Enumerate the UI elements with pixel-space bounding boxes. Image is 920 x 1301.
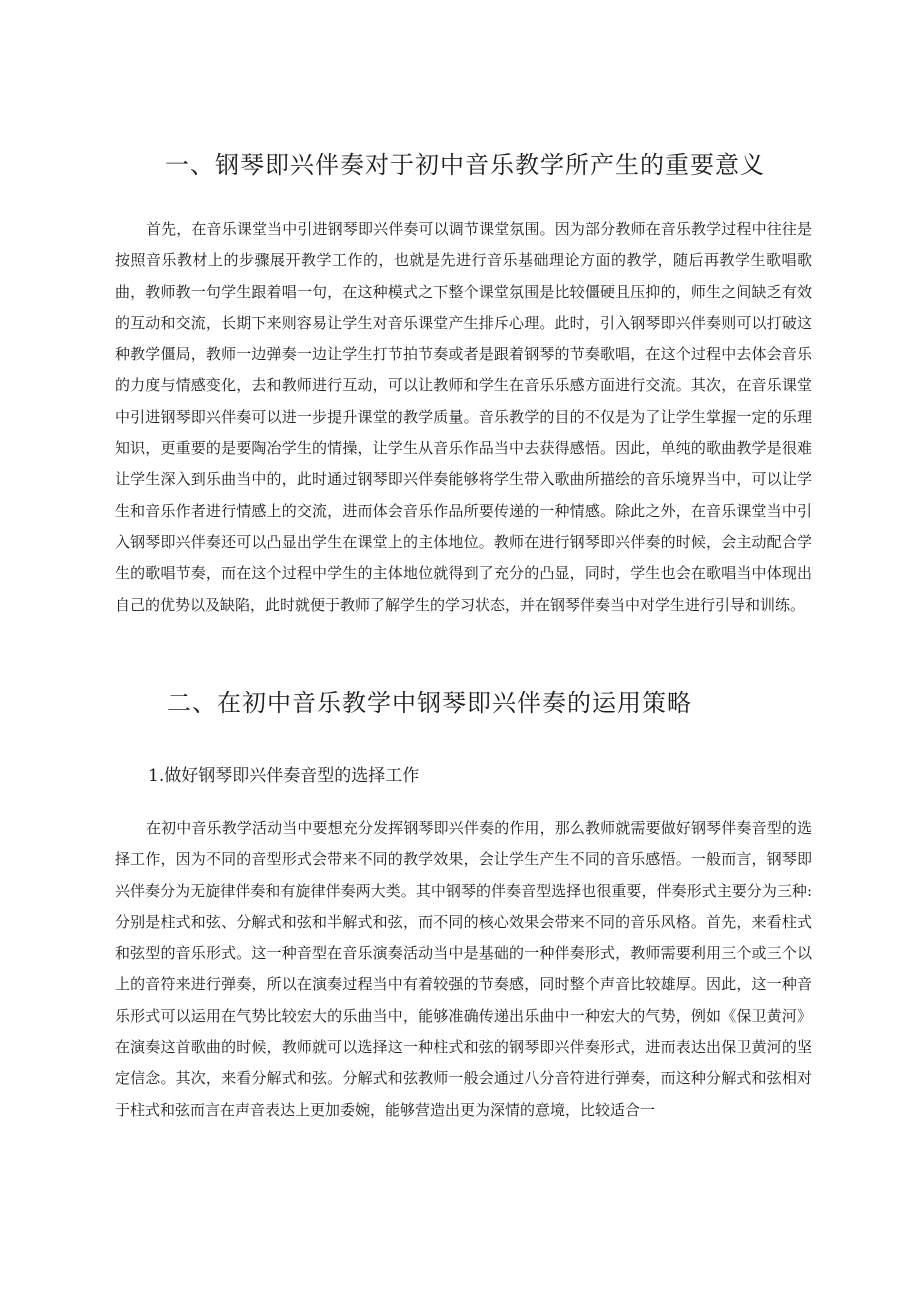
subsection1-heading: 1.做好钢琴即兴伴奏音型的选择工作 [148,766,420,786]
subsection1-paragraph: 在初中音乐教学活动当中要想充分发挥钢琴即兴伴奏的作用，那么教师就需要做好钢琴伴奏音型的选择工作，因为不同的音型形式会带来不同的教学效果，会让学生产生不同的音乐感悟。一般而言，钢琴即兴伴奏分为无旋律伴奏和有旋律伴奏两大类。其中钢琴的伴奏音型选择也很重要，伴奏形式主要分为三种:分别是柱式和弦、分解式和弦和半解式和弦，而不同的核心效果会带来不同的音乐风格。首先，来看柱式和弦型的音乐形式。这一种音型在音乐演奏活动当中是基础的一种伴奏形式，教师需要利用三个或三个以上的音符来进行弹奏，所以在演奏过程当中有着较强的节奏感，同时整个声音比较雄厚。因此，这一种音乐形式可以运用在气势比较宏大的乐曲当中，能够准确传递出乐曲中一种宏大的气势，例如《保卫黄河》在演奏这首歌曲的时候，教师就可以选择这一种柱式和弦的钢琴即兴伴奏形式，进而表达出保卫黄河的坚定信念。其次，来看分解式和弦。分解式和弦教师一般会通过八分音符进行弹奏，而这种分解式和弦相对于柱式和弦而言在声音表达上更加委婉，能够营造出更为深情的意境，比较适合一 [115,819,812,1119]
section2-heading: 二、在初中音乐教学中钢琴即兴伴奏的运用策略 [167,689,692,717]
section1-paragraph: 首先，在音乐课堂当中引进钢琴即兴伴奏可以调节课堂氛围。因为部分教师在音乐教学过程中往往是按照音乐教材上的步骤展开教学工作的，也就是先进行音乐基础理论方面的教学，随后再教学生歌唱歌曲，教师教一句学生跟着唱一句，在这种模式之下整个课堂氛围是比较僵硬且压抑的，师生之间缺乏有效的互动和交流，长期下来则容易让学生对音乐课堂产生排斥心理。此时，引入钢琴即兴伴奏则可以打破这种教学僵局，教师一边弹奏一边让学生打节拍节奏或者是跟着钢琴的节奏歌唱，在这个过程中去体会音乐的力度与情感变化，去和教师进行互动，可以让教师和学生在音乐乐感方面进行交流。其次，在音乐课堂中引进钢琴即兴伴奏可以进一步提升课堂的教学质量。音乐教学的目的不仅是为了让学生掌握一定的乐理知识，更重要的是要陶冶学生的情操，让学生从音乐作品当中去获得感悟。因此，单纯的歌曲教学是很难让学生深入到乐曲当中的，此时通过钢琴即兴伴奏能够将学生带入歌曲所描绘的音乐境界当中，可以让学生和音乐作者进行情感上的交流，进而体会音乐作品所要传递的一种情感。除此之外，在音乐课堂当中引入钢琴即兴伴奏还可以凸显出学生在课堂上的主体地位。教师在进行钢琴即兴伴奏的时候，会主动配合学生的歌唱节奏，而在这个过程中学生的主体地位就得到了充分的凸显，同时，学生也会在歌唱当中体现出自己的优势以及缺陷，此时就便于教师了解学生的学习状态，并在钢琴伴奏当中对学生进行引导和训练。 [115,220,812,614]
section1-heading: 一、钢琴即兴伴奏对于初中音乐教学所产生的重要意义 [165,151,765,179]
